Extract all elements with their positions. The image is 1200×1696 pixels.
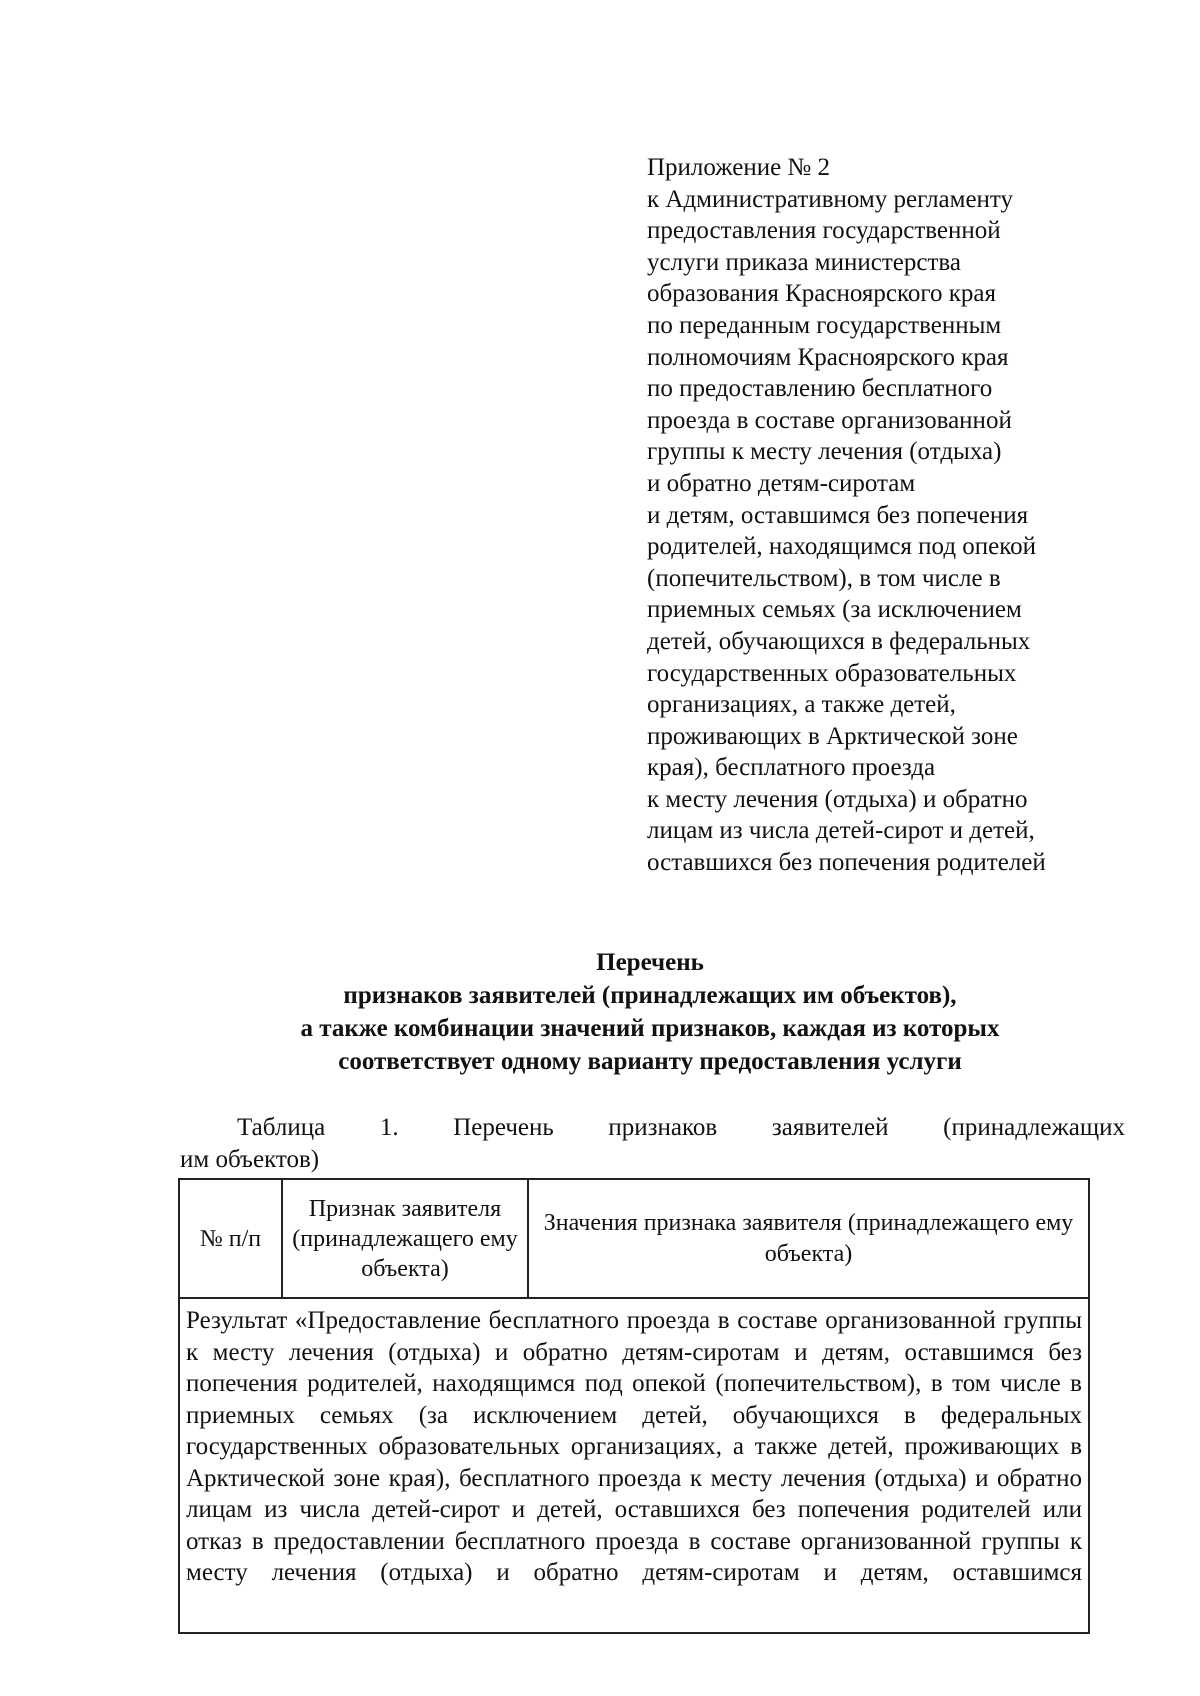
caption-word: признаков [608, 1114, 718, 1141]
caption-word: Таблица [237, 1114, 326, 1141]
appendix-line: и детям, оставшимся без попечения [647, 501, 1029, 529]
result-description: Результат «Предоставление бесплатного проезда в составе организованной группы к месту лечения (отдыха) и обратно детям-сиротам и детям, оставшимся без попечения родителей, находящимся под опекой (попечительством), в том числе в приемных семьях (за исключением детей, обучающихся в федеральных государственных образовательных организациях, а также детей, проживающих в Арктической зоне края), бесплатного проезда к месту лечения (отдыха) и обратно лицам из числа детей-сирот и детей, оставшихся без попечения родителей или отказ в предоставлении бесплатного проезда в составе организованной группы к месту лечения (отдыха) и обратно детям-сиротам и детям, оставшимся [186, 1307, 1082, 1586]
appendix-line: и обратно детям-сиротам [647, 469, 916, 497]
appendix-line: (попечительством), в том числе в [647, 564, 1001, 592]
appendix-line: оставшихся без попечения родителей [647, 849, 1046, 877]
table-caption [180, 1112, 1125, 1176]
caption-word: заявителей [771, 1114, 889, 1141]
table-caption-first-line [180, 1112, 1125, 1144]
appendix-line: родителей, находящимся под опекой [647, 533, 1037, 561]
document-heading [170, 946, 1130, 1078]
heading-subtitle-line: признаков заявителей (принадлежащих им объектов), [343, 982, 957, 1009]
header-number: № п/п [180, 1180, 283, 1297]
table-caption-second-line: им объектов) [180, 1146, 320, 1173]
caption-word: 1. [379, 1114, 399, 1141]
appendix-line: предоставления государственной [647, 217, 1001, 245]
caption-word: Перечень [453, 1114, 554, 1141]
heading-subtitle-line: соответствует одному варианту предоставления услуги [338, 1048, 962, 1075]
appendix-line: края), бесплатного проезда [647, 754, 936, 782]
header-attribute: Признак заявителя (принадлежащего ему объекта) [283, 1180, 529, 1297]
appendix-block [647, 152, 1117, 879]
appendix-line: образования Красноярского края [647, 280, 996, 308]
appendix-line: группы к месту лечения (отдыха) [647, 438, 1002, 466]
appendix-line: организациях, а также детей, [647, 691, 956, 719]
appendix-line: к Административному регламенту [647, 185, 1014, 213]
appendix-line: проживающих в Арктической зоне [647, 722, 1018, 750]
appendix-line: приемных семьях (за исключением [647, 596, 1022, 624]
appendix-line: детей, обучающихся в федеральных [647, 627, 1031, 655]
appendix-line: государственных образовательных [647, 659, 1017, 687]
table-header-row [180, 1180, 1088, 1299]
appendix-line: полномочиям Красноярского края [647, 343, 1009, 371]
heading-title: Перечень [596, 949, 704, 976]
header-values: Значения признака заявителя (принадлежащего ему объекта) [543, 1209, 1074, 1267]
attributes-table [178, 1178, 1090, 1634]
appendix-line: по переданным государственным [647, 311, 1002, 339]
appendix-line: Приложение № 2 [647, 154, 831, 181]
appendix-line: к месту лечения (отдыха) и обратно [647, 785, 1028, 813]
appendix-line: услуги приказа министерства [647, 248, 961, 276]
table-result-row [180, 1299, 1088, 1632]
appendix-line: по предоставлению бесплатного [647, 375, 993, 403]
appendix-line: проезда в составе организованной [647, 406, 1012, 434]
caption-word: (принадлежащих [943, 1114, 1125, 1141]
heading-subtitle-line: а также комбинации значений признаков, каждая из которых [300, 1015, 1000, 1042]
appendix-line: лицам из числа детей-сирот и детей, [647, 817, 1035, 845]
